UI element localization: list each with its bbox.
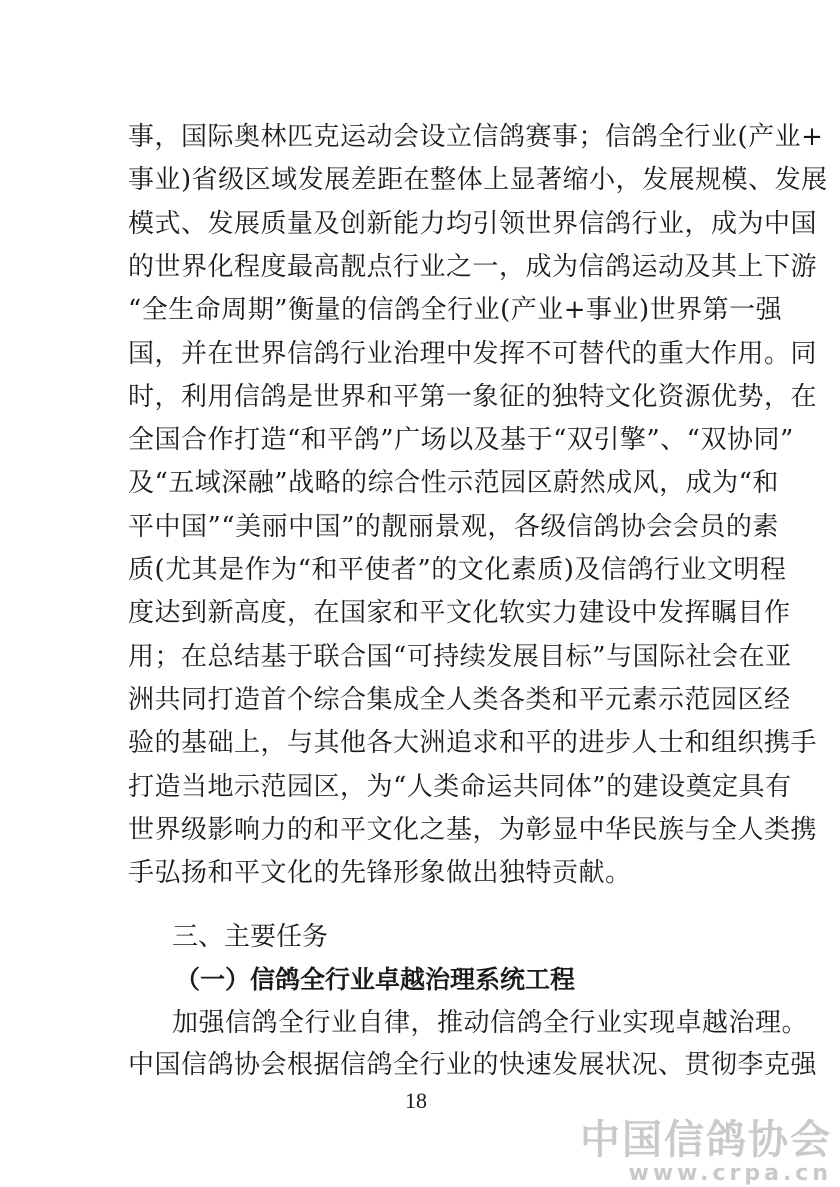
body-line: 用；在总结基于联合国“可持续发展目标”与国际社会在亚 xyxy=(128,642,792,672)
body-line: 平中国”“美丽中国”的靓丽景观，各级信鸽协会会员的素 xyxy=(128,512,779,542)
body-line: 模式、发展质量及创新能力均引领世界信鸽行业，成为中国 xyxy=(128,209,818,239)
body-line: 中国信鸽协会根据信鸽全行业的快速发展状况、贯彻李克强 xyxy=(128,1050,818,1080)
body-line: 及“五域深融”战略的综合性示范园区蔚然成风，成为“和 xyxy=(128,468,779,498)
subsection-heading: （一）信鸽全行业卓越治理系统工程 xyxy=(175,965,576,994)
section-heading: 三、主要任务 xyxy=(172,922,329,952)
body-line: 世界级影响力的和平文化之基，为彰显中华民族与全人类携 xyxy=(128,815,818,845)
body-line: 全国合作打造“和平鸽”广场以及基于“双引擎”、“双协同” xyxy=(128,425,794,455)
watermark-name: 中国信鸽协会 xyxy=(580,1117,832,1163)
body-line: 加强信鸽全行业自律，推动信鸽全行业实现卓越治理。 xyxy=(172,1008,809,1038)
body-line: 质(尤其是作为“和平使者”的文化素质)及信鸽行业文明程 xyxy=(128,555,787,585)
body-line: 打造当地示范园区，为“人类命运共同体”的建设奠定具有 xyxy=(128,772,792,802)
body-line: 事，国际奥林匹克运动会设立信鸽赛事；信鸽全行业(产业+ xyxy=(128,122,824,152)
watermark xyxy=(580,1118,832,1186)
body-line: 验的基础上，与其他各大洲追求和平的进步人士和组织携手 xyxy=(128,728,818,758)
watermark-url: www.crpa.cn xyxy=(628,1161,832,1186)
body-line: 的世界化程度最高靓点行业之一，成为信鸽运动及其上下游 xyxy=(128,252,818,282)
page-number: 18 xyxy=(405,1088,427,1113)
body-line: “全生命周期”衡量的信鸽全行业(产业+事业)世界第一强 xyxy=(128,295,783,325)
body-line: 手弘扬和平文化的先锋形象做出独特贡献。 xyxy=(128,858,632,888)
body-line: 时，利用信鸽是世界和平第一象征的独特文化资源优势，在 xyxy=(128,382,818,412)
body-line: 事业)省级区域发展差距在整体上显著缩小，发展规模、发展 xyxy=(128,165,828,195)
body-line: 国，并在世界信鸽行业治理中发挥不可替代的重大作用。同 xyxy=(128,339,818,369)
body-line: 洲共同打造首个综合集成全人类各类和平元素示范园区经 xyxy=(128,685,791,715)
body-line: 度达到新高度，在国家和平文化软实力建设中发挥瞩目作 xyxy=(128,598,791,628)
